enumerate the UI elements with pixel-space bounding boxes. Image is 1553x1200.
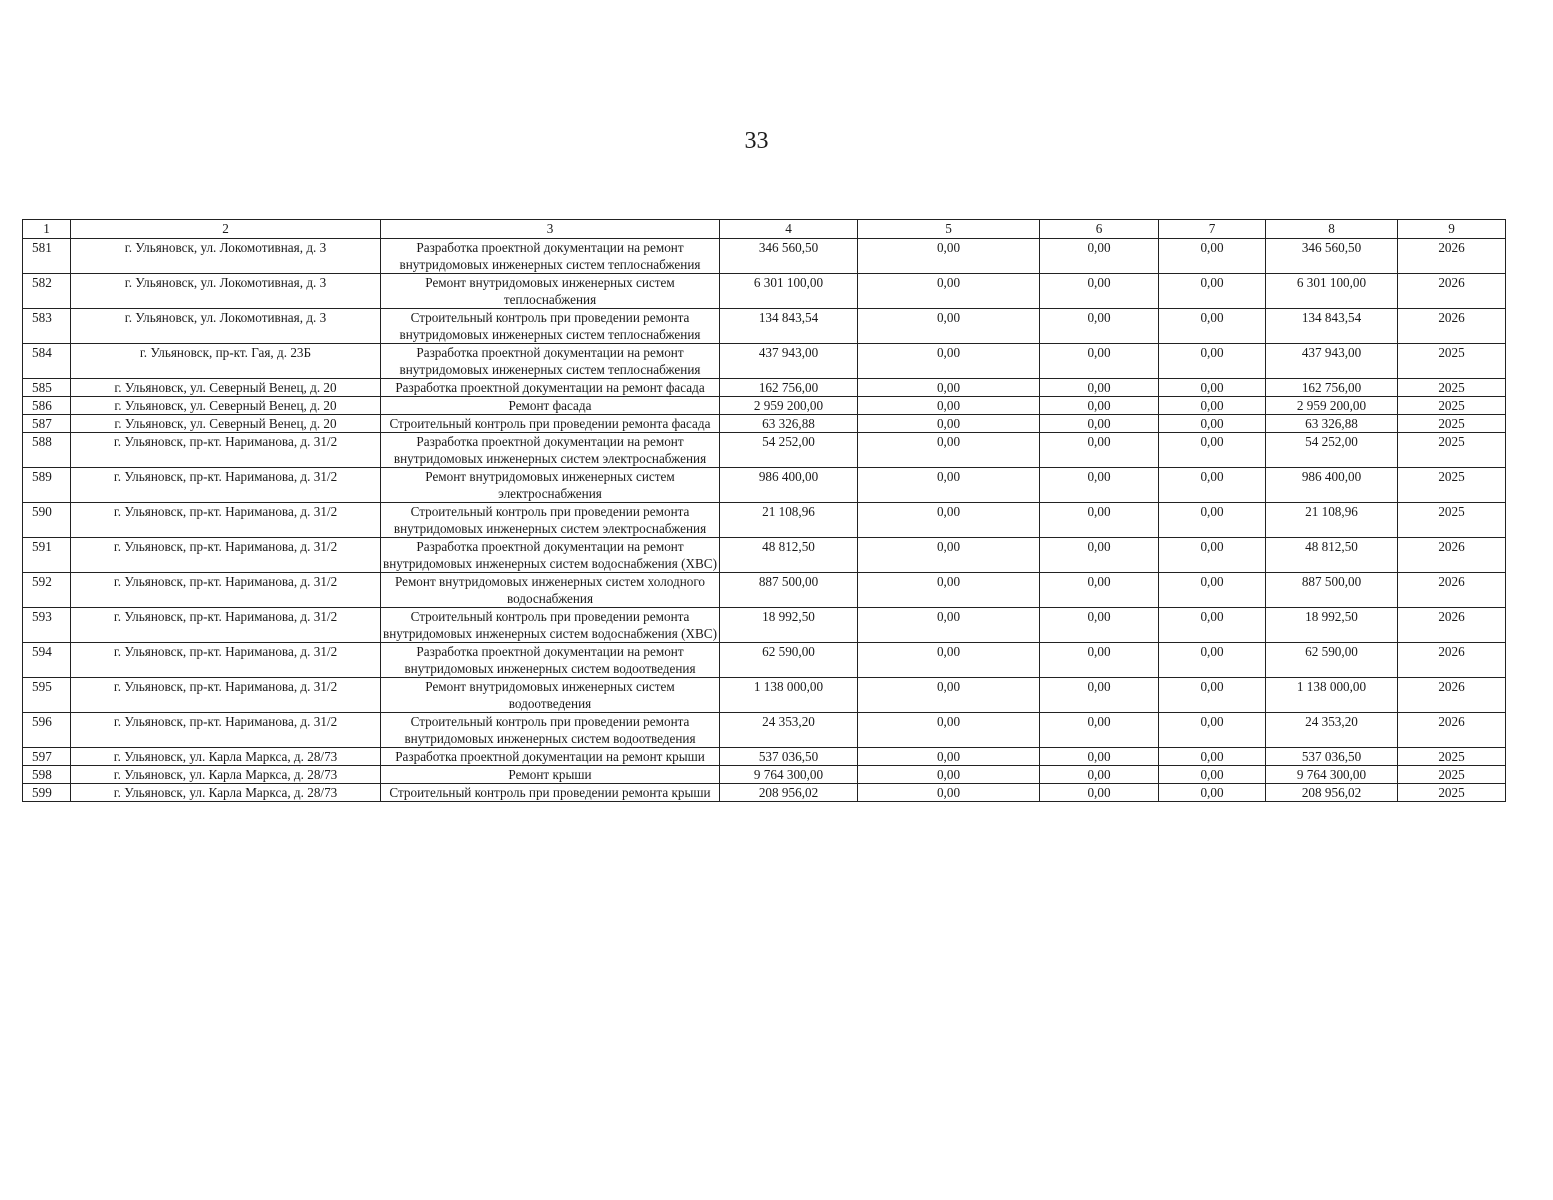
column-header-7: 7 [1159,220,1266,239]
amount-col7-cell: 0,00 [1159,503,1266,538]
amount-col6-cell: 0,00 [1040,643,1159,678]
year-cell: 2025 [1398,379,1506,397]
address-cell: г. Ульяновск, пр-кт. Нариманова, д. 31/2 [71,678,381,713]
row-number-cell: 583 [23,309,71,344]
work-type-cell: Разработка проектной документации на ремонт крыши [381,748,720,766]
amount-col8-cell: 21 108,96 [1266,503,1398,538]
row-number-cell: 589 [23,468,71,503]
amount-col6-cell: 0,00 [1040,748,1159,766]
year-cell: 2025 [1398,766,1506,784]
amount-col6-cell: 0,00 [1040,678,1159,713]
amount-col7-cell: 0,00 [1159,766,1266,784]
amount-col8-cell: 9 764 300,00 [1266,766,1398,784]
address-cell: г. Ульяновск, ул. Северный Венец, д. 20 [71,415,381,433]
amount-col5-cell: 0,00 [858,766,1040,784]
work-type-cell: Строительный контроль при проведении ремонта внутридомовых инженерных систем теплоснабжения [381,309,720,344]
amount-col6-cell: 0,00 [1040,397,1159,415]
row-number-cell: 590 [23,503,71,538]
address-cell: г. Ульяновск, ул. Локомотивная, д. 3 [71,274,381,309]
row-number-cell: 594 [23,643,71,678]
amount-col6-cell: 0,00 [1040,573,1159,608]
address-cell: г. Ульяновск, пр-кт. Нариманова, д. 31/2 [71,608,381,643]
table-row [23,274,1506,309]
work-type-cell: Строительный контроль при проведении ремонта фасада [381,415,720,433]
amount-col8-cell: 437 943,00 [1266,344,1398,379]
year-cell: 2025 [1398,397,1506,415]
amount-col5-cell: 0,00 [858,608,1040,643]
amount-col8-cell: 986 400,00 [1266,468,1398,503]
table-row [23,643,1506,678]
table-body [23,239,1506,802]
row-number-cell: 597 [23,748,71,766]
work-type-cell: Ремонт крыши [381,766,720,784]
address-cell: г. Ульяновск, ул. Северный Венец, д. 20 [71,379,381,397]
amount-col4-cell: 6 301 100,00 [720,274,858,309]
amount-col4-cell: 9 764 300,00 [720,766,858,784]
amount-col6-cell: 0,00 [1040,468,1159,503]
amount-col6-cell: 0,00 [1040,274,1159,309]
amount-col8-cell: 48 812,50 [1266,538,1398,573]
amount-col7-cell: 0,00 [1159,468,1266,503]
column-header-5: 5 [858,220,1040,239]
address-cell: г. Ульяновск, пр-кт. Гая, д. 23Б [71,344,381,379]
year-cell: 2026 [1398,713,1506,748]
year-cell: 2025 [1398,784,1506,802]
work-type-cell: Ремонт внутридомовых инженерных систем водоотведения [381,678,720,713]
amount-col7-cell: 0,00 [1159,784,1266,802]
year-cell: 2026 [1398,643,1506,678]
amount-col7-cell: 0,00 [1159,713,1266,748]
year-cell: 2025 [1398,415,1506,433]
amount-col8-cell: 24 353,20 [1266,713,1398,748]
row-number-cell: 598 [23,766,71,784]
table-row [23,678,1506,713]
amount-col5-cell: 0,00 [858,468,1040,503]
column-header-9: 9 [1398,220,1506,239]
amount-col5-cell: 0,00 [858,379,1040,397]
work-type-cell: Ремонт внутридомовых инженерных систем холодного водоснабжения [381,573,720,608]
table-header-row [23,220,1506,239]
year-cell: 2025 [1398,748,1506,766]
work-type-cell: Разработка проектной документации на ремонт внутридомовых инженерных систем теплоснабжения [381,344,720,379]
year-cell: 2026 [1398,309,1506,344]
work-type-cell: Ремонт фасада [381,397,720,415]
work-type-cell: Ремонт внутридомовых инженерных систем теплоснабжения [381,274,720,309]
table-row [23,239,1506,274]
address-cell: г. Ульяновск, ул. Локомотивная, д. 3 [71,309,381,344]
address-cell: г. Ульяновск, пр-кт. Нариманова, д. 31/2 [71,433,381,468]
address-cell: г. Ульяновск, ул. Карла Маркса, д. 28/73 [71,784,381,802]
amount-col4-cell: 986 400,00 [720,468,858,503]
amount-col4-cell: 1 138 000,00 [720,678,858,713]
address-cell: г. Ульяновск, пр-кт. Нариманова, д. 31/2 [71,713,381,748]
amount-col8-cell: 1 138 000,00 [1266,678,1398,713]
year-cell: 2026 [1398,274,1506,309]
work-type-cell: Строительный контроль при проведении ремонта внутридомовых инженерных систем водоснабжения (ХВС) [381,608,720,643]
table-row [23,538,1506,573]
amount-col6-cell: 0,00 [1040,379,1159,397]
amount-col6-cell: 0,00 [1040,538,1159,573]
amount-col6-cell: 0,00 [1040,344,1159,379]
amount-col7-cell: 0,00 [1159,433,1266,468]
row-number-cell: 584 [23,344,71,379]
amount-col8-cell: 18 992,50 [1266,608,1398,643]
table-row [23,766,1506,784]
table-row [23,573,1506,608]
amount-col5-cell: 0,00 [858,573,1040,608]
amount-col5-cell: 0,00 [858,643,1040,678]
amount-col5-cell: 0,00 [858,239,1040,274]
amount-col8-cell: 537 036,50 [1266,748,1398,766]
work-type-cell: Строительный контроль при проведении ремонта крыши [381,784,720,802]
row-number-cell: 596 [23,713,71,748]
amount-col4-cell: 134 843,54 [720,309,858,344]
amount-col6-cell: 0,00 [1040,784,1159,802]
amount-col8-cell: 162 756,00 [1266,379,1398,397]
amount-col4-cell: 208 956,02 [720,784,858,802]
year-cell: 2026 [1398,573,1506,608]
amount-col7-cell: 0,00 [1159,415,1266,433]
year-cell: 2025 [1398,433,1506,468]
table-row [23,713,1506,748]
table-row [23,784,1506,802]
amount-col8-cell: 208 956,02 [1266,784,1398,802]
row-number-cell: 591 [23,538,71,573]
amount-col4-cell: 2 959 200,00 [720,397,858,415]
amount-col4-cell: 24 353,20 [720,713,858,748]
work-type-cell: Ремонт внутридомовых инженерных систем электроснабжения [381,468,720,503]
amount-col5-cell: 0,00 [858,309,1040,344]
table-row [23,379,1506,397]
year-cell: 2026 [1398,678,1506,713]
amount-col8-cell: 63 326,88 [1266,415,1398,433]
column-header-2: 2 [71,220,381,239]
works-table [22,219,1506,802]
amount-col5-cell: 0,00 [858,433,1040,468]
amount-col4-cell: 346 560,50 [720,239,858,274]
column-header-6: 6 [1040,220,1159,239]
amount-col5-cell: 0,00 [858,678,1040,713]
amount-col4-cell: 437 943,00 [720,344,858,379]
amount-col4-cell: 162 756,00 [720,379,858,397]
amount-col8-cell: 134 843,54 [1266,309,1398,344]
address-cell: г. Ульяновск, ул. Северный Венец, д. 20 [71,397,381,415]
amount-col8-cell: 2 959 200,00 [1266,397,1398,415]
amount-col7-cell: 0,00 [1159,573,1266,608]
row-number-cell: 581 [23,239,71,274]
work-type-cell: Строительный контроль при проведении ремонта внутридомовых инженерных систем водоотведения [381,713,720,748]
amount-col4-cell: 21 108,96 [720,503,858,538]
address-cell: г. Ульяновск, пр-кт. Нариманова, д. 31/2 [71,468,381,503]
amount-col8-cell: 346 560,50 [1266,239,1398,274]
amount-col6-cell: 0,00 [1040,713,1159,748]
amount-col5-cell: 0,00 [858,415,1040,433]
address-cell: г. Ульяновск, пр-кт. Нариманова, д. 31/2 [71,503,381,538]
table-row [23,397,1506,415]
amount-col7-cell: 0,00 [1159,397,1266,415]
work-type-cell: Разработка проектной документации на ремонт внутридомовых инженерных систем теплоснабжения [381,239,720,274]
address-cell: г. Ульяновск, пр-кт. Нариманова, д. 31/2 [71,643,381,678]
amount-col7-cell: 0,00 [1159,379,1266,397]
work-type-cell: Разработка проектной документации на ремонт фасада [381,379,720,397]
amount-col6-cell: 0,00 [1040,503,1159,538]
amount-col5-cell: 0,00 [858,503,1040,538]
amount-col5-cell: 0,00 [858,748,1040,766]
address-cell: г. Ульяновск, ул. Локомотивная, д. 3 [71,239,381,274]
amount-col4-cell: 537 036,50 [720,748,858,766]
amount-col4-cell: 54 252,00 [720,433,858,468]
address-cell: г. Ульяновск, ул. Карла Маркса, д. 28/73 [71,766,381,784]
work-type-cell: Разработка проектной документации на ремонт внутридомовых инженерных систем водоснабжения (ХВС) [381,538,720,573]
amount-col4-cell: 887 500,00 [720,573,858,608]
amount-col7-cell: 0,00 [1159,274,1266,309]
table-row [23,433,1506,468]
amount-col8-cell: 62 590,00 [1266,643,1398,678]
amount-col4-cell: 62 590,00 [720,643,858,678]
year-cell: 2025 [1398,503,1506,538]
year-cell: 2025 [1398,344,1506,379]
row-number-cell: 587 [23,415,71,433]
amount-col5-cell: 0,00 [858,344,1040,379]
table-row [23,608,1506,643]
year-cell: 2026 [1398,239,1506,274]
row-number-cell: 586 [23,397,71,415]
year-cell: 2026 [1398,608,1506,643]
row-number-cell: 593 [23,608,71,643]
amount-col8-cell: 54 252,00 [1266,433,1398,468]
work-type-cell: Разработка проектной документации на ремонт внутридомовых инженерных систем электроснабжения [381,433,720,468]
amount-col7-cell: 0,00 [1159,538,1266,573]
year-cell: 2026 [1398,538,1506,573]
amount-col7-cell: 0,00 [1159,643,1266,678]
amount-col7-cell: 0,00 [1159,608,1266,643]
table-row [23,468,1506,503]
amount-col6-cell: 0,00 [1040,239,1159,274]
amount-col5-cell: 0,00 [858,274,1040,309]
amount-col8-cell: 887 500,00 [1266,573,1398,608]
amount-col6-cell: 0,00 [1040,766,1159,784]
row-number-cell: 588 [23,433,71,468]
row-number-cell: 582 [23,274,71,309]
amount-col7-cell: 0,00 [1159,678,1266,713]
row-number-cell: 599 [23,784,71,802]
amount-col5-cell: 0,00 [858,784,1040,802]
column-header-3: 3 [381,220,720,239]
address-cell: г. Ульяновск, ул. Карла Маркса, д. 28/73 [71,748,381,766]
amount-col4-cell: 63 326,88 [720,415,858,433]
amount-col7-cell: 0,00 [1159,239,1266,274]
amount-col6-cell: 0,00 [1040,608,1159,643]
amount-col5-cell: 0,00 [858,713,1040,748]
amount-col4-cell: 18 992,50 [720,608,858,643]
table-row [23,309,1506,344]
column-header-4: 4 [720,220,858,239]
year-cell: 2025 [1398,468,1506,503]
amount-col7-cell: 0,00 [1159,748,1266,766]
amount-col5-cell: 0,00 [858,397,1040,415]
amount-col7-cell: 0,00 [1159,344,1266,379]
row-number-cell: 592 [23,573,71,608]
table-row [23,503,1506,538]
address-cell: г. Ульяновск, пр-кт. Нариманова, д. 31/2 [71,573,381,608]
work-type-cell: Строительный контроль при проведении ремонта внутридомовых инженерных систем электроснабжения [381,503,720,538]
amount-col5-cell: 0,00 [858,538,1040,573]
column-header-1: 1 [23,220,71,239]
amount-col4-cell: 48 812,50 [720,538,858,573]
amount-col6-cell: 0,00 [1040,433,1159,468]
table-row [23,415,1506,433]
page-number: 33 [744,128,769,154]
column-header-8: 8 [1266,220,1398,239]
amount-col6-cell: 0,00 [1040,309,1159,344]
work-type-cell: Разработка проектной документации на ремонт внутридомовых инженерных систем водоотведения [381,643,720,678]
row-number-cell: 595 [23,678,71,713]
amount-col6-cell: 0,00 [1040,415,1159,433]
row-number-cell: 585 [23,379,71,397]
amount-col8-cell: 6 301 100,00 [1266,274,1398,309]
table-row [23,344,1506,379]
address-cell: г. Ульяновск, пр-кт. Нариманова, д. 31/2 [71,538,381,573]
table-row [23,748,1506,766]
amount-col7-cell: 0,00 [1159,309,1266,344]
